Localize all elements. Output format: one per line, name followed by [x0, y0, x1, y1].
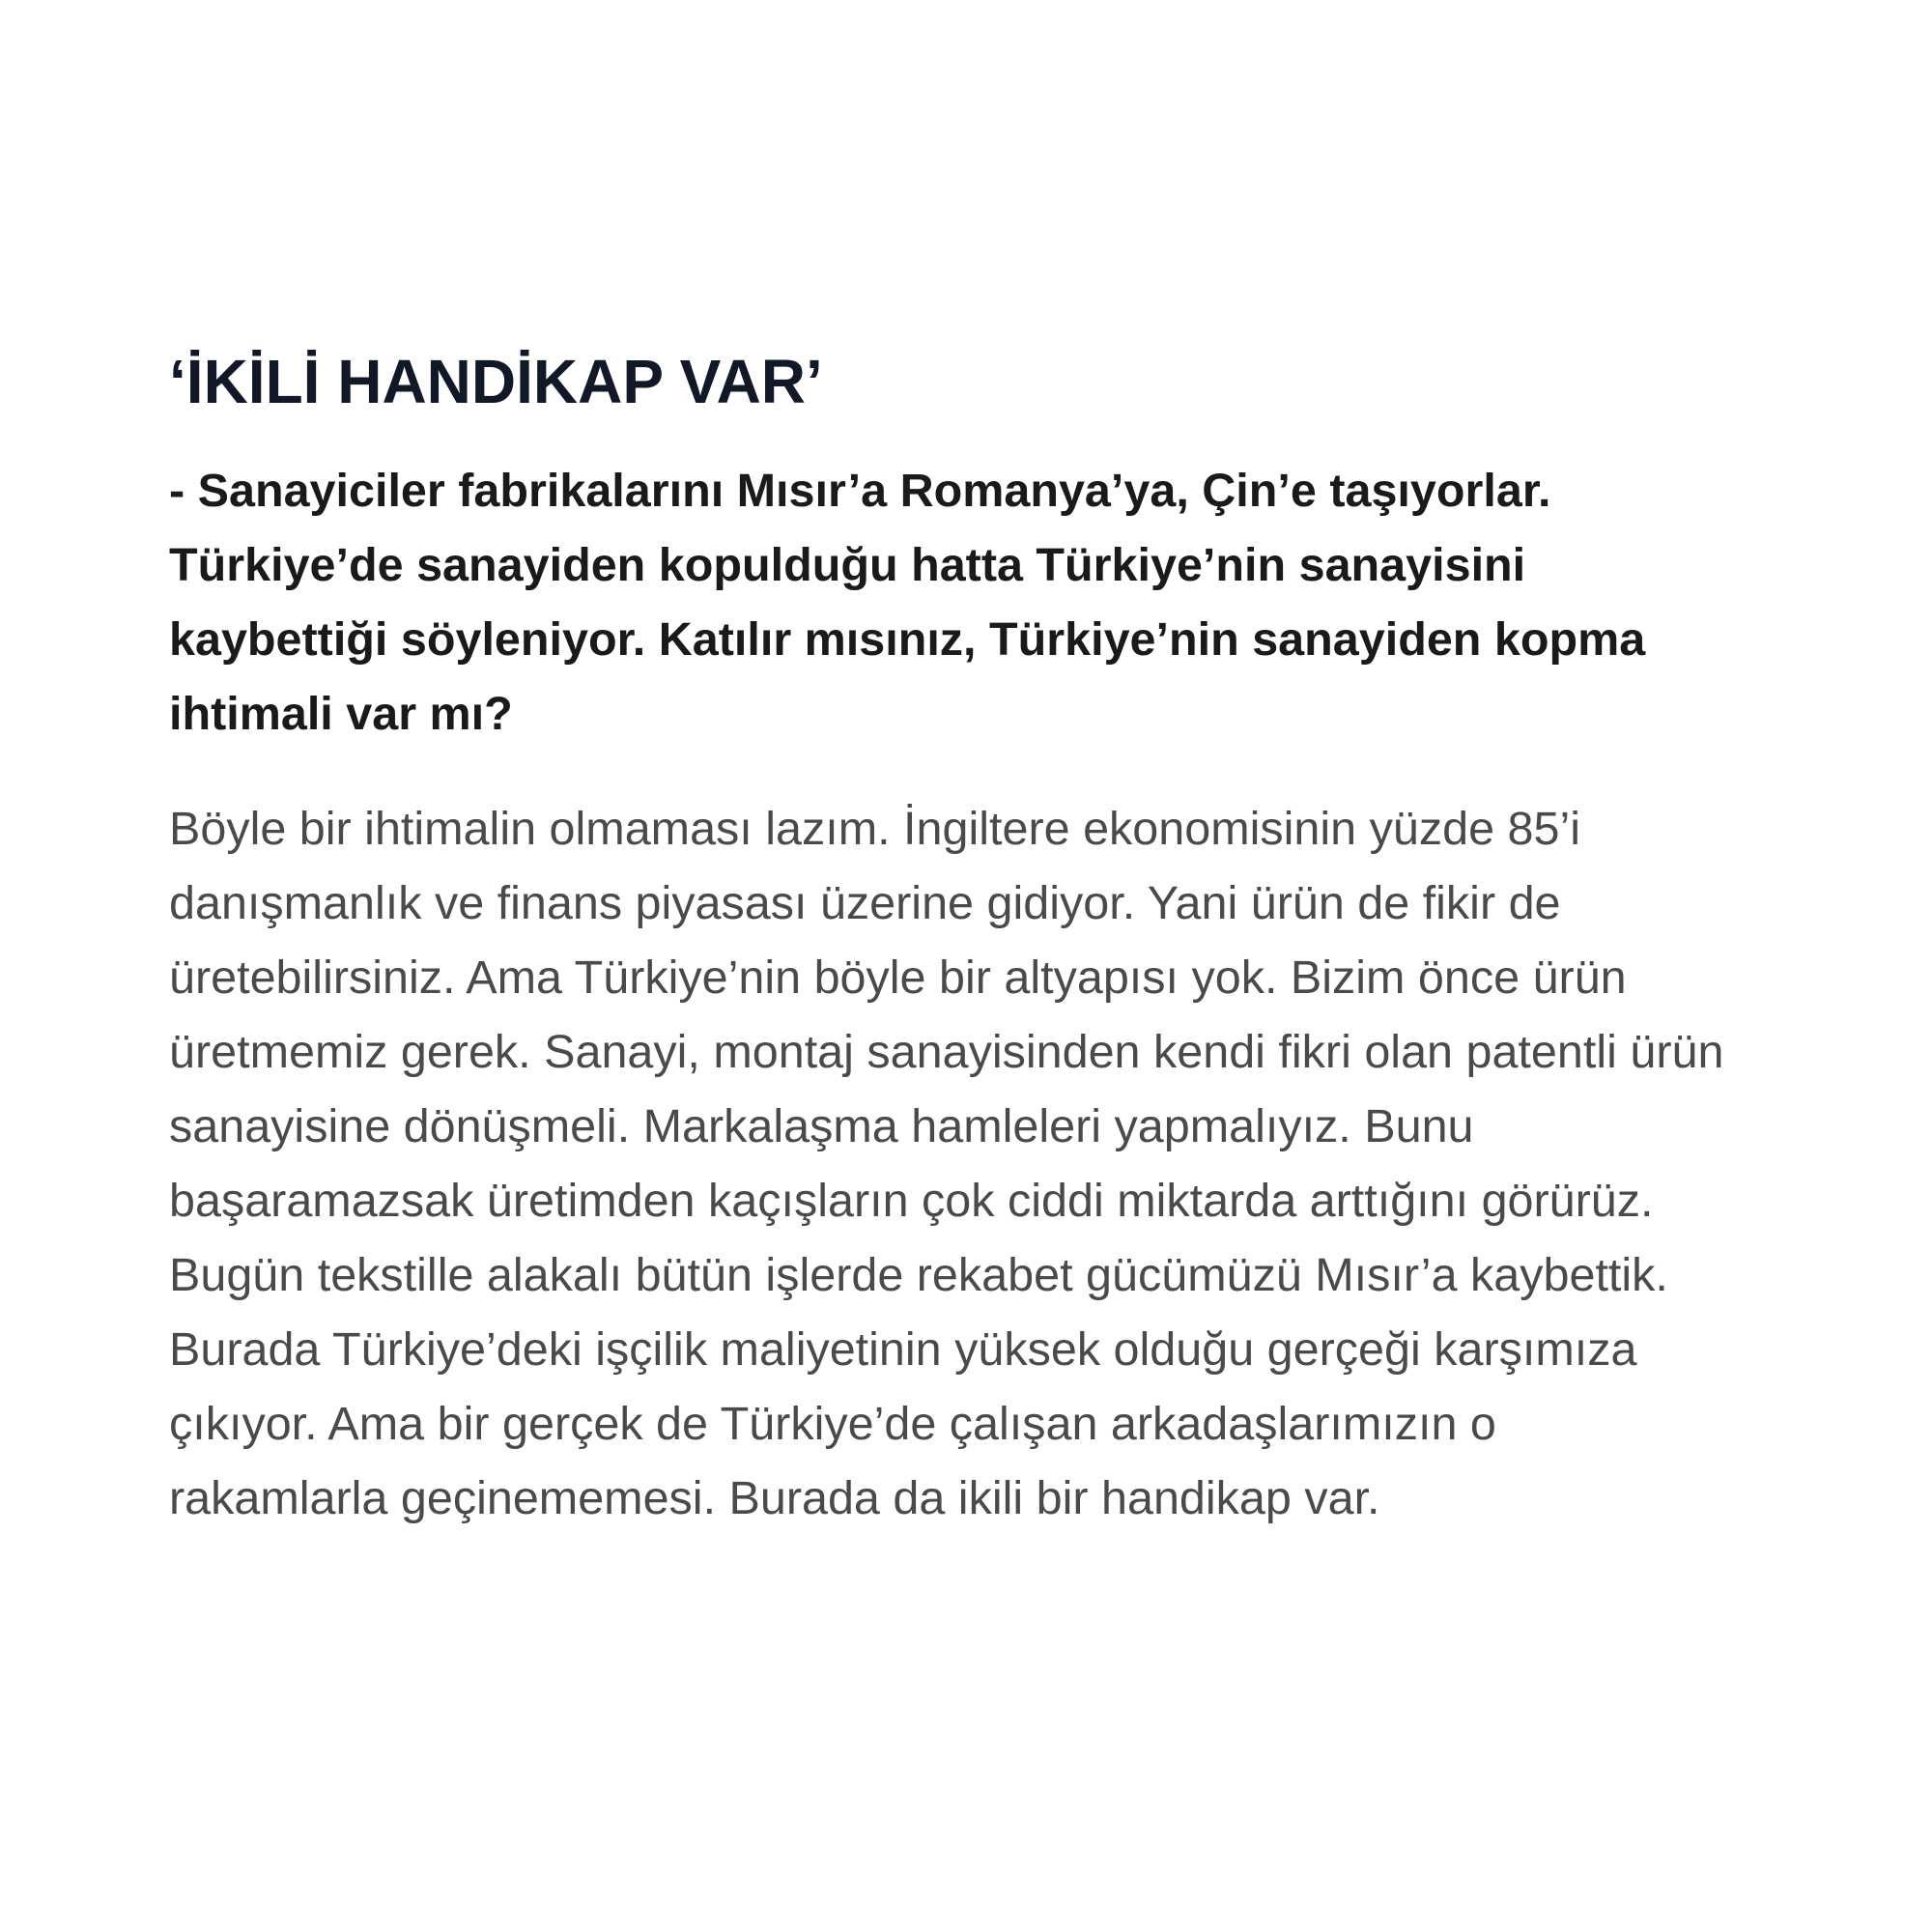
answer-line: Burada Türkiye’deki işçilik maliyetinin yüksek olduğu gerçeği karşımıza — [169, 1323, 1637, 1376]
question-line: - Sanayiciler fabrikalarını Mısır’a Romanya’ya, Çin’e taşıyorlar. — [169, 465, 1551, 517]
answer-line: başaramazsak üretimden kaçışların çok ciddi miktarda arttığını görürüz. — [169, 1175, 1654, 1227]
answer-line: Bugün tekstille alakalı bütün işlerde rekabet gücümüzü Mısır’a kaybettik. — [169, 1249, 1668, 1301]
answer-line: sanayisine dönüşmeli. Markalaşma hamleleri yapmalıyız. Bunu — [169, 1100, 1474, 1152]
question-line: Türkiye’de sanayiden kopulduğu hatta Türkiye’nin sanayisini — [169, 539, 1526, 591]
answer-line: Böyle bir ihtimalin olmaması lazım. İngiltere ekonomisinin yüzde 85’i — [169, 803, 1581, 855]
answer-line: rakamlarla geçinememesi. Burada da ikili bir handikap var. — [169, 1472, 1380, 1524]
question-line: kaybettiği söyleniyor. Katılır mısınız, Türkiye’nin sanayiden kopma — [169, 613, 1646, 666]
question-line: ihtimali var mı? — [169, 688, 513, 740]
article-section — [169, 328, 1908, 1536]
answer-line: üretmemiz gerek. Sanayi, montaj sanayisinden kendi fikri olan patentli ürün — [169, 1026, 1724, 1078]
answer-line: danışmanlık ve finans piyasası üzerine gidiyor. Yani ürün de fikir de — [169, 877, 1561, 929]
answer-line: üretebilirsiniz. Ama Türkiye’nin böyle bir altyapısı yok. Bizim önce ürün — [169, 952, 1627, 1004]
interview-answer — [169, 792, 1908, 1536]
answer-line: çıkıyor. Ama bir gerçek de Türkiye’de çalışan arkadaşlarımızın o — [169, 1398, 1496, 1450]
section-heading: ‘İKİLİ HANDİKAP VAR’ — [169, 347, 823, 416]
interview-question — [169, 454, 1908, 752]
